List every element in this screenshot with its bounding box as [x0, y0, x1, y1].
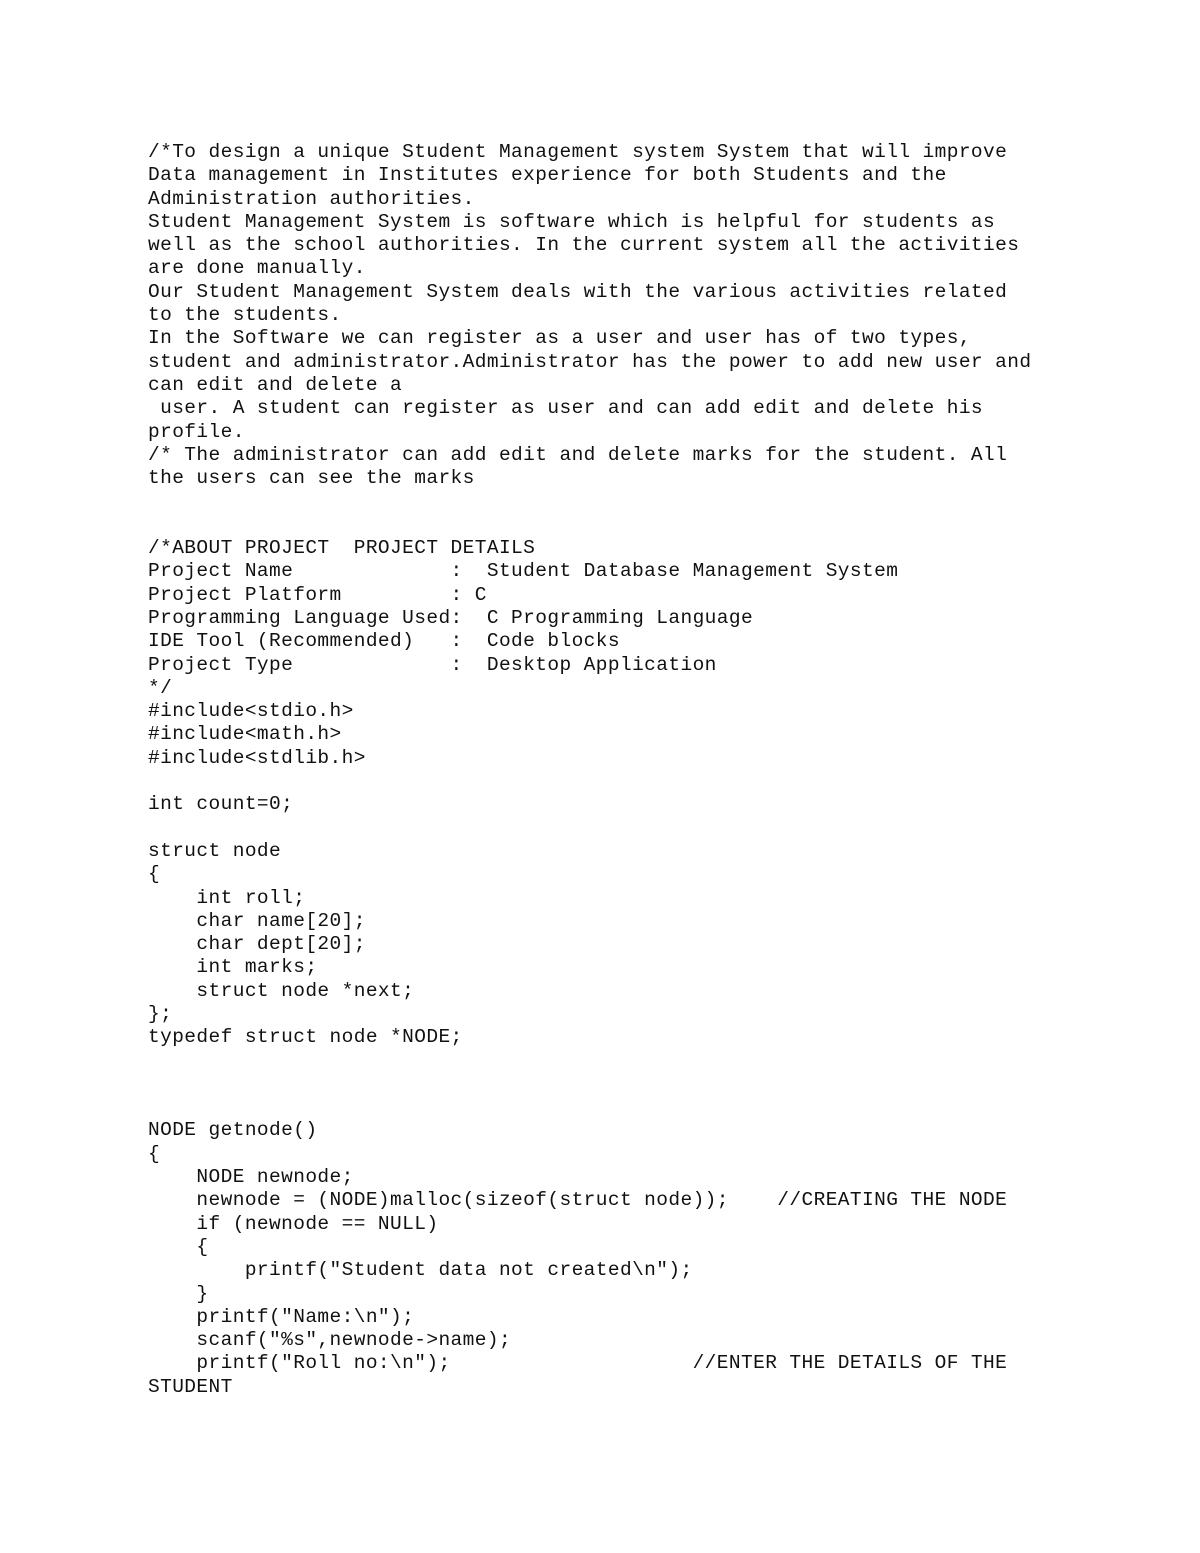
code-line: { [148, 1235, 209, 1258]
source-code-text [148, 141, 1128, 1399]
code-line: Data management in Institutes experience for both Students and the [148, 164, 947, 187]
code-line: printf("Student data not created\n"); [148, 1259, 693, 1282]
code-line: /* The administrator can add edit and delete marks for the student. All [148, 443, 1008, 466]
code-line [148, 1073, 1128, 1096]
code-line [148, 490, 1128, 513]
code-line: char name[20]; [148, 909, 366, 932]
code-line: } [148, 1282, 209, 1305]
code-line: scanf("%s",newnode->name); [148, 1329, 512, 1352]
code-line: NODE getnode() [148, 1119, 318, 1142]
code-line: */ [148, 676, 173, 699]
code-line: int count=0; [148, 793, 294, 816]
code-line: #include<stdlib.h> [148, 746, 366, 769]
code-line: user. A student can register as user and can add edit and delete his [148, 397, 984, 420]
code-line: newnode = (NODE)malloc(sizeof(struct node)); //CREATING THE NODE [148, 1189, 1008, 1212]
code-line: STUDENT [148, 1375, 233, 1398]
code-line [148, 770, 1128, 793]
code-line: Project Name : Student Database Management System [148, 560, 899, 583]
code-line: /*To design a unique Student Management system System that will improve [148, 141, 1008, 163]
code-line: printf("Roll no:\n"); //ENTER THE DETAILS OF THE [148, 1352, 1008, 1375]
code-line: /*ABOUT PROJECT PROJECT DETAILS [148, 537, 536, 560]
code-line [148, 514, 1128, 537]
code-line: Programming Language Used: C Programming Language [148, 606, 754, 629]
code-line: well as the school authorities. In the current system all the activities [148, 234, 1020, 257]
code-line: { [148, 1142, 161, 1165]
code-line: Our Student Management System deals with the various activities related [148, 280, 1008, 303]
code-line: student and administrator.Administrator has the power to add new user and [148, 350, 1032, 373]
code-line: int roll; [148, 886, 306, 909]
code-line: are done manually. [148, 257, 366, 280]
code-line: Project Type : Desktop Application [148, 653, 717, 676]
code-line: if (newnode == NULL) [148, 1212, 439, 1235]
code-line: profile. [148, 420, 245, 443]
code-line: char dept[20]; [148, 933, 366, 956]
code-line [148, 817, 1128, 840]
code-line: #include<stdio.h> [148, 700, 354, 723]
code-line: }; [148, 1002, 173, 1025]
code-line: IDE Tool (Recommended) : Code blocks [148, 630, 620, 653]
code-line: NODE newnode; [148, 1166, 354, 1189]
code-line: { [148, 863, 161, 886]
code-line: struct node [148, 839, 282, 862]
code-line: Project Platform : C [148, 583, 487, 606]
code-line: Administration authorities. [148, 187, 475, 210]
code-line: typedef struct node *NODE; [148, 1026, 463, 1049]
code-line: to the students. [148, 304, 342, 327]
code-line: printf("Name:\n"); [148, 1305, 415, 1328]
code-line: #include<math.h> [148, 723, 342, 746]
code-line: In the Software we can register as a user and user has of two types, [148, 327, 971, 350]
code-line [148, 1096, 1128, 1119]
code-line: struct node *next; [148, 979, 415, 1002]
code-line: Student Management System is software which is helpful for students as [148, 210, 996, 233]
code-line: can edit and delete a [148, 373, 403, 396]
code-line [148, 1050, 1128, 1073]
code-line: int marks; [148, 956, 318, 979]
code-line: the users can see the marks [148, 467, 475, 490]
